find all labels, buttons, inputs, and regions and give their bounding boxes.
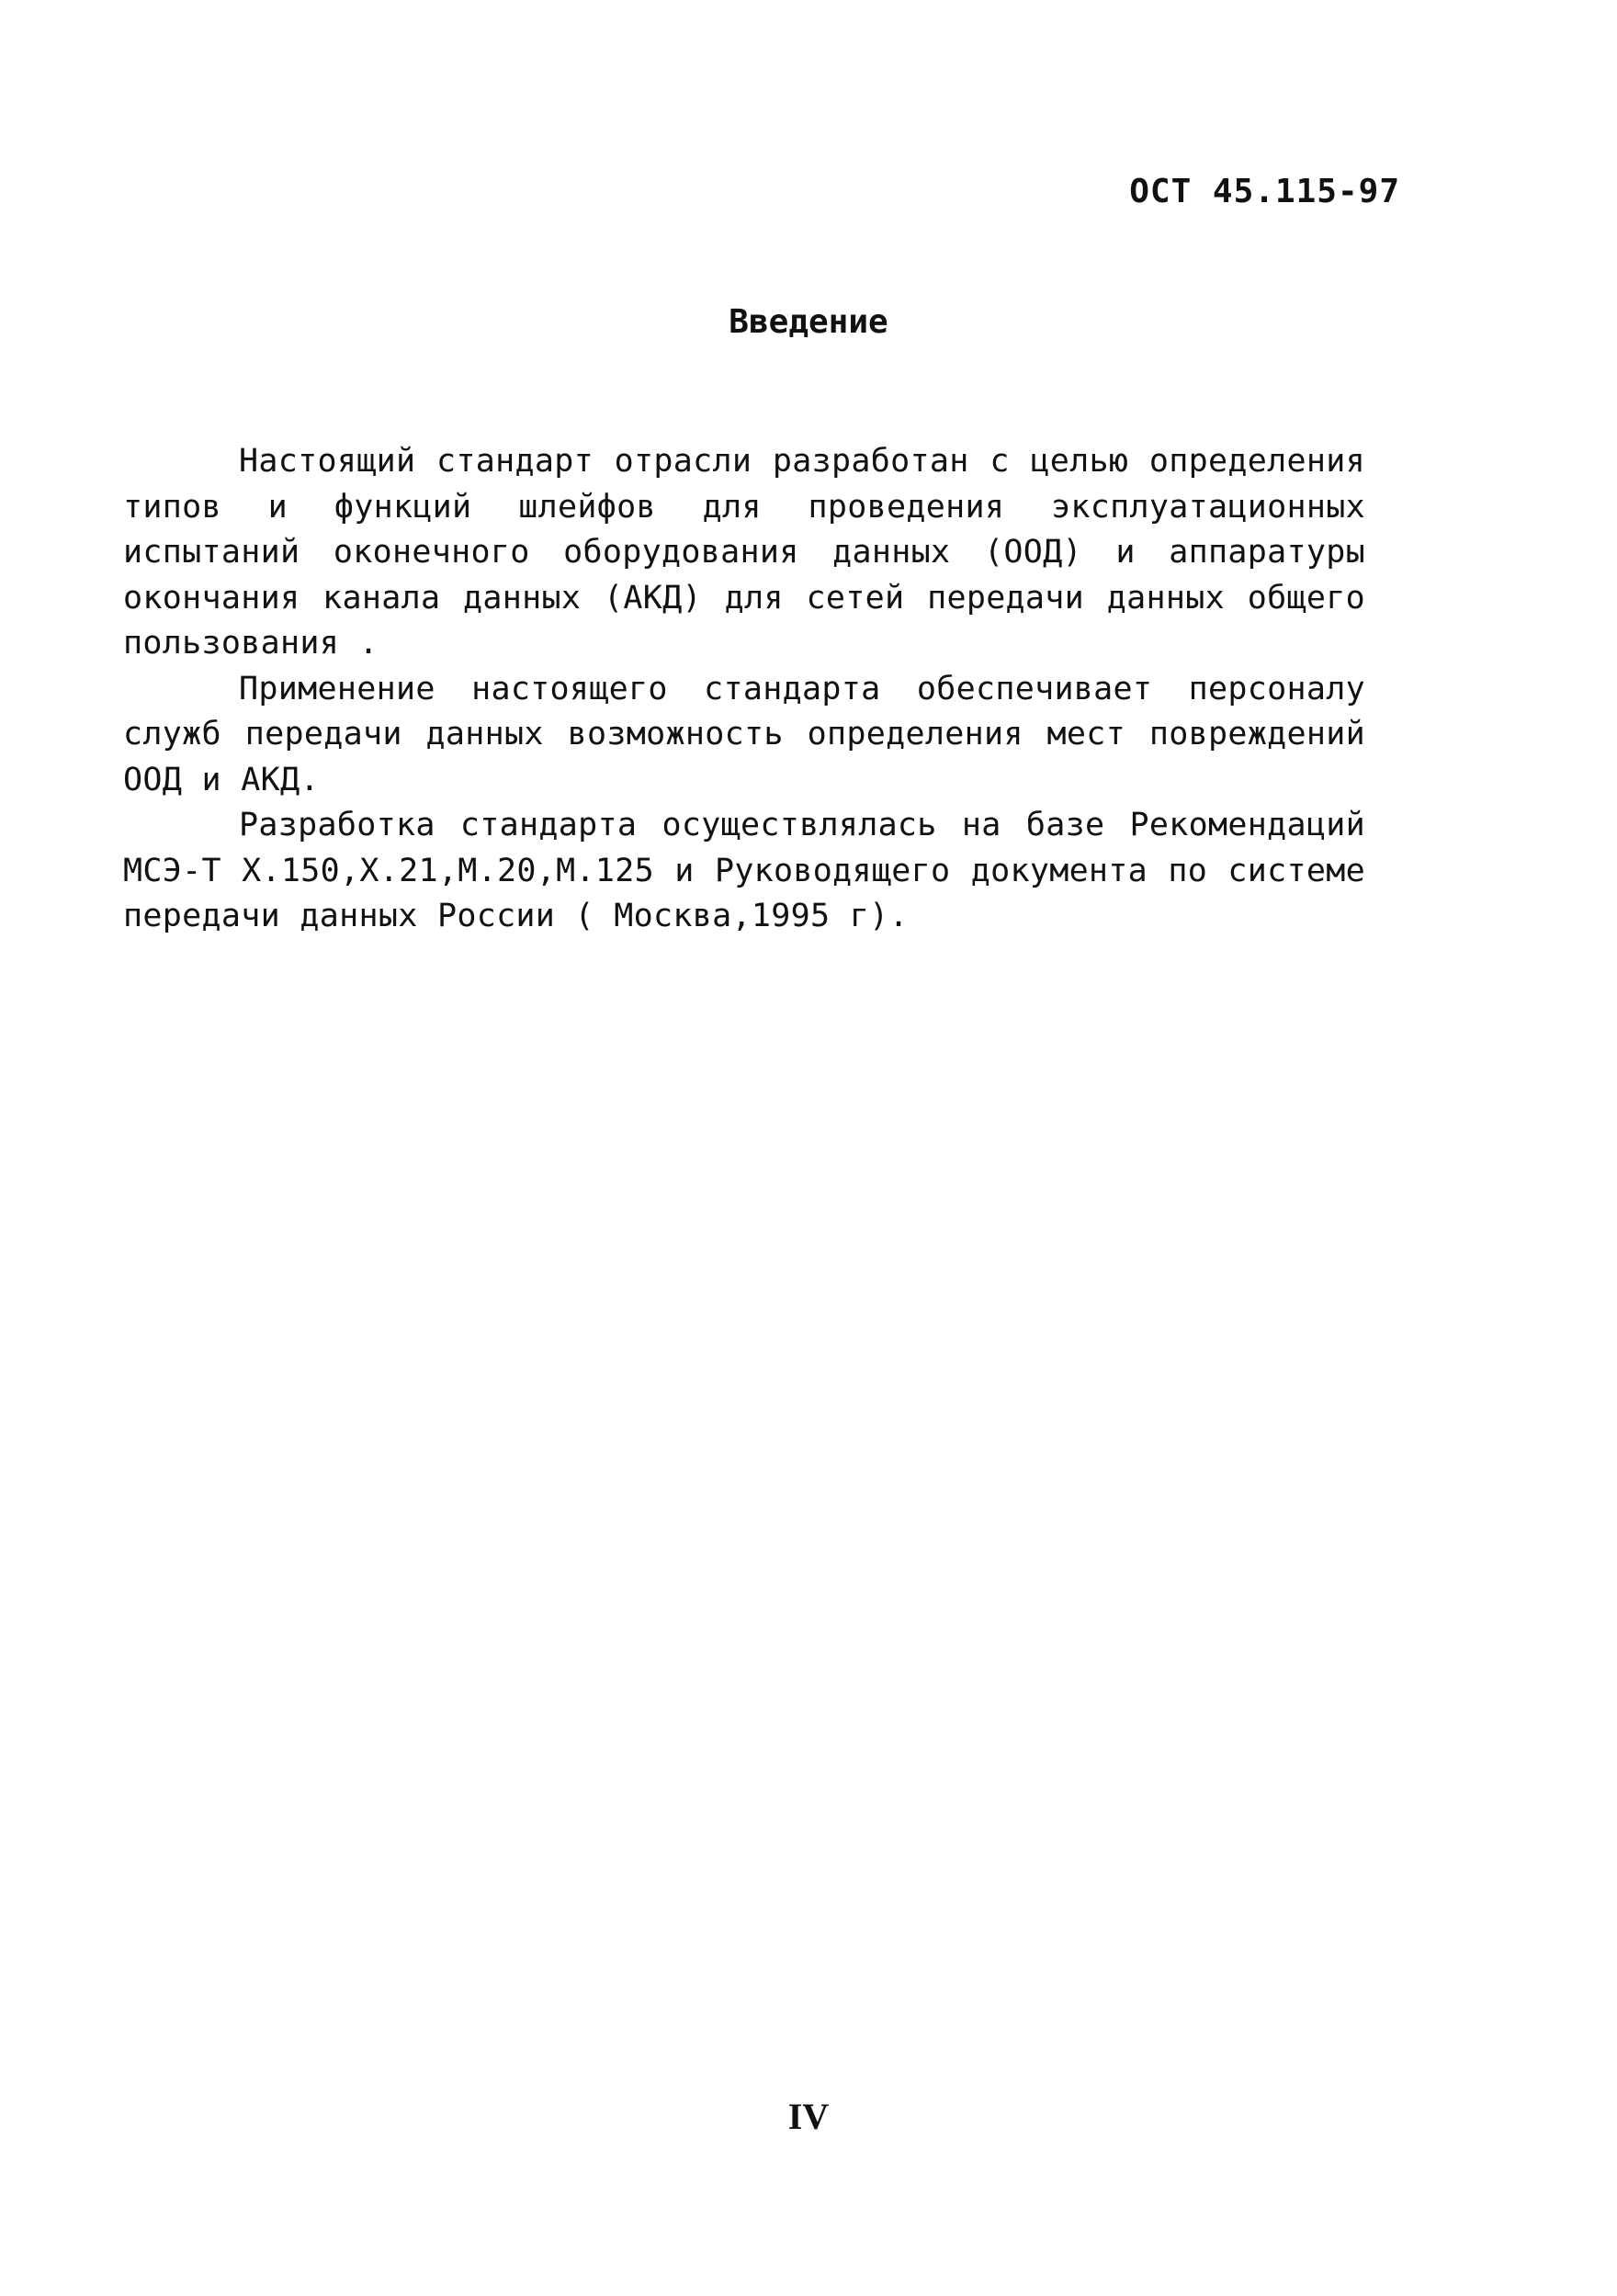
section-title: Введение bbox=[729, 303, 888, 341]
document-code: ОСТ 45.115-97 bbox=[1129, 173, 1400, 210]
paragraph-application: Применение настоящего стандарта обеспечивает персоналу служб передачи данных возможность определения мест повреждений ООД и АКД. bbox=[123, 670, 1365, 798]
page-number: IV bbox=[787, 2096, 830, 2137]
paragraph-purpose: Настоящий стандарт отрасли разработан с целью определения типов и функций шлейфов для проведения эксплуатационных испытаний оконечного оборудования данных (ООД) и аппаратуры окончания канала данных (АКД) для сетей передачи данных общего пользования . bbox=[123, 443, 1365, 662]
introduction-body bbox=[123, 439, 1365, 940]
paragraph-development-basis: Разработка стандарта осуществлялась на базе Рекомендаций МСЭ-Т X.150,X.21,M.20,M.125 и Руководящего документа по системе передачи данных России ( Москва,1995 г). bbox=[123, 807, 1365, 934]
